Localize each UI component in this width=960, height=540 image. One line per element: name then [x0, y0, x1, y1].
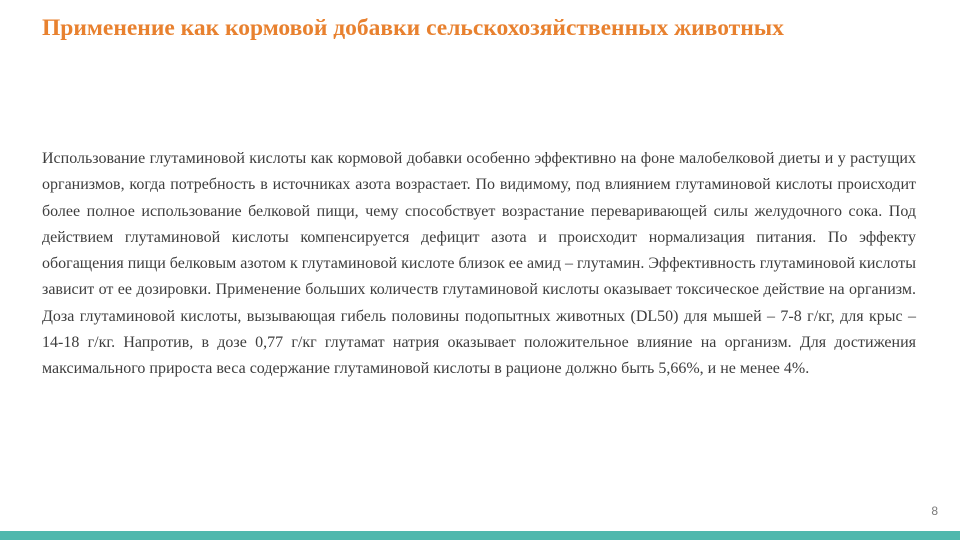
- slide-title: Применение как кормовой добавки сельскохозяйственных животных: [42, 15, 784, 41]
- bottom-accent-bar: [0, 531, 960, 540]
- page-number: 8: [931, 504, 938, 518]
- slide-body-text: Использование глутаминовой кислоты как кормовой добавки особенно эффективно на фоне малобелковой диеты и у растущих организмов, когда потребность в источниках азота возрастает. По видимому, под влиянием глутаминовой кислоты происходит более полное использование белковой пищи, чему способствует возрастание переваривающей силы желудочного сока. Под действием глутаминовой кислоты компенсируется дефицит азота и происходит нормализация питания. По эффекту обогащения пищи белковым азотом к глутаминовой кислоте близок ее амид – глутамин. Эффективность глутаминовой кислоты зависит от ее дозировки. Применение больших количеств глутаминовой кислоты оказывает токсическое действие на организм. Доза глутаминовой кислоты, вызывающая гибель половины подопытных животных (DL50) для мышей – 7-8 г/кг, для крыс – 14-18 г/кг. Напротив, в дозе 0,77 г/кг глутамат натрия оказывает положительное влияние на организм. Для достижения максимального прироста веса содержание глутаминовой кислоты в рационе должно быть 5,66%, и не менее 4%.: [42, 150, 916, 378]
